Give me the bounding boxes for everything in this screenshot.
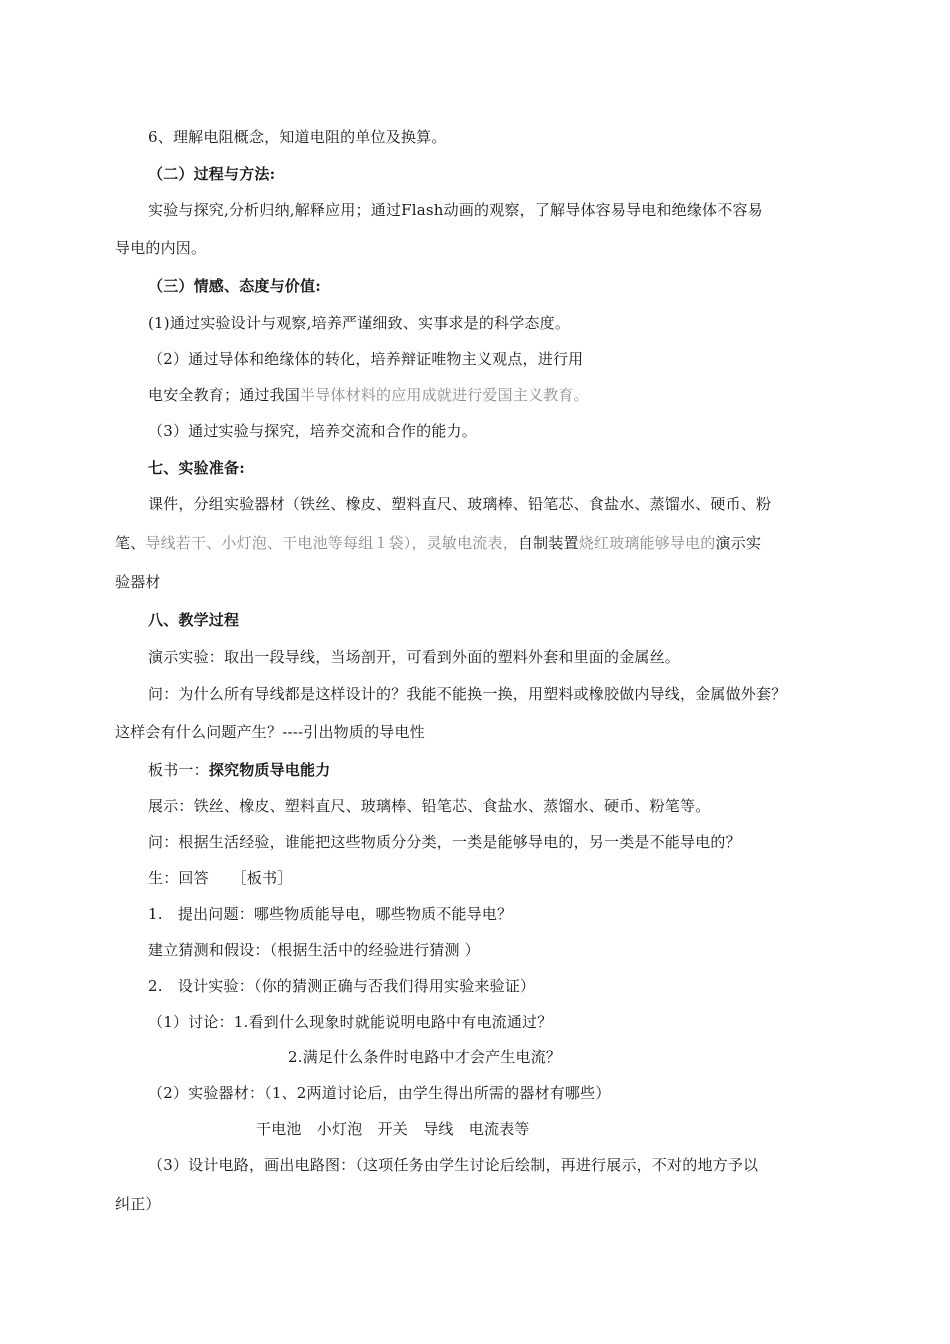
prep-text-line2-e: 演示实 (715, 534, 762, 552)
value-item-2-cont-a: 电安全教育；通过我国 (148, 386, 301, 404)
board-title-label: 板书一： (148, 761, 209, 779)
prep-text-line1: 课件，分组实验器材（铁丝、橡皮、塑料直尺、玻璃棒、铅笔芯、食盐水、蒸馏水、硬币、粉 (148, 495, 772, 513)
demo-experiment: 演示实验：取出一段导线，当场剖开，可看到外面的塑料外套和里面的金属丝。 (148, 648, 681, 666)
value-item-1: (1)通过实验设计与观察,培养严谨细致、实事求是的科学态度。 (148, 314, 571, 332)
process-text-line2: 导电的内因。 (115, 239, 207, 257)
board-title (148, 760, 330, 780)
hypothesis: 建立猜测和假设：（根据生活中的经验进行猜测 ） (148, 941, 480, 959)
value-item-2-cont (148, 385, 589, 405)
heading-emotion-values: （三）情感、态度与价值: (148, 277, 321, 295)
step-1: 1. 提出问题：哪些物质能导电，哪些物质不能导电？ (148, 905, 513, 923)
heading-experiment-prep: 七、实验准备: (148, 459, 245, 477)
step-2: 2. 设计实验：（你的猜测正确与否我们得用实验来验证） (148, 977, 536, 995)
board-title-topic: 探究物质导电能力 (208, 761, 331, 779)
equipment-list: 干电池 小灯泡 开关 导线 电流表等 (256, 1120, 530, 1138)
discussion-1: （1）讨论：1.看到什么现象时就能说明电路中有电流通过？ (148, 1013, 553, 1031)
value-item-2-cont-b: 半导体材料的应用成就进行爱国主义教育。 (300, 386, 589, 404)
classify-question: 问：根据生活经验，谁能把这些物质分分类，一类是能够导电的，另一类是不能导电的？ (148, 833, 741, 851)
discussion-2: 2.满足什么条件时电路中才会产生电流？ (288, 1048, 562, 1066)
prep-text-line2-c: 自制装置 (517, 534, 579, 552)
prep-text-line2-d: 烧红玻璃能够导电的 (578, 534, 716, 552)
question-line2: 这样会有什么问题产生？----引出物质的导电性 (115, 723, 425, 741)
heading-teaching-process: 八、教学过程 (148, 611, 240, 629)
prep-text-line2-a: 笔、 (115, 534, 146, 552)
prep-text-line2 (115, 533, 761, 553)
value-item-2: （2）通过导体和绝缘体的转化，培养辩证唯物主义观点，进行用 (148, 350, 584, 368)
objective-6: 6、理解电阻概念，知道电阻的单位及换算。 (148, 128, 447, 146)
design-circuit-line2: 纠正） (115, 1195, 161, 1213)
equipment-line: （2）实验器材：（1、2两道讨论后，由学生得出所需的器材有哪些） (148, 1084, 611, 1102)
prep-text-line3: 验器材 (115, 573, 161, 591)
process-text-line1: 实验与探究,分析归纳,解释应用；通过Flash动画的观察，了解导体容易导电和绝缘体不容易 (148, 201, 763, 219)
display-materials: 展示：铁丝、橡皮、塑料直尺、玻璃棒、铅笔芯、食盐水、蒸馏水、硬币、粉笔等。 (148, 797, 711, 815)
question-line1: 问：为什么所有导线都是这样设计的？我能不能换一换，用塑料或橡胶做内导线，金属做外套？ (148, 685, 787, 703)
student-answer: 生：回答 ［板书］ (148, 869, 293, 887)
heading-process-methods: （二）过程与方法: (148, 165, 276, 183)
prep-text-line2-b: 导线若干、小灯泡、干电池等每组１袋），灵敏电流表， (145, 534, 518, 552)
design-circuit-line1: （3）设计电路，画出电路图：（这项任务由学生讨论后绘制，再进行展示，不对的地方予以 (148, 1156, 759, 1174)
value-item-3: （3）通过实验与探究，培养交流和合作的能力。 (148, 422, 477, 440)
